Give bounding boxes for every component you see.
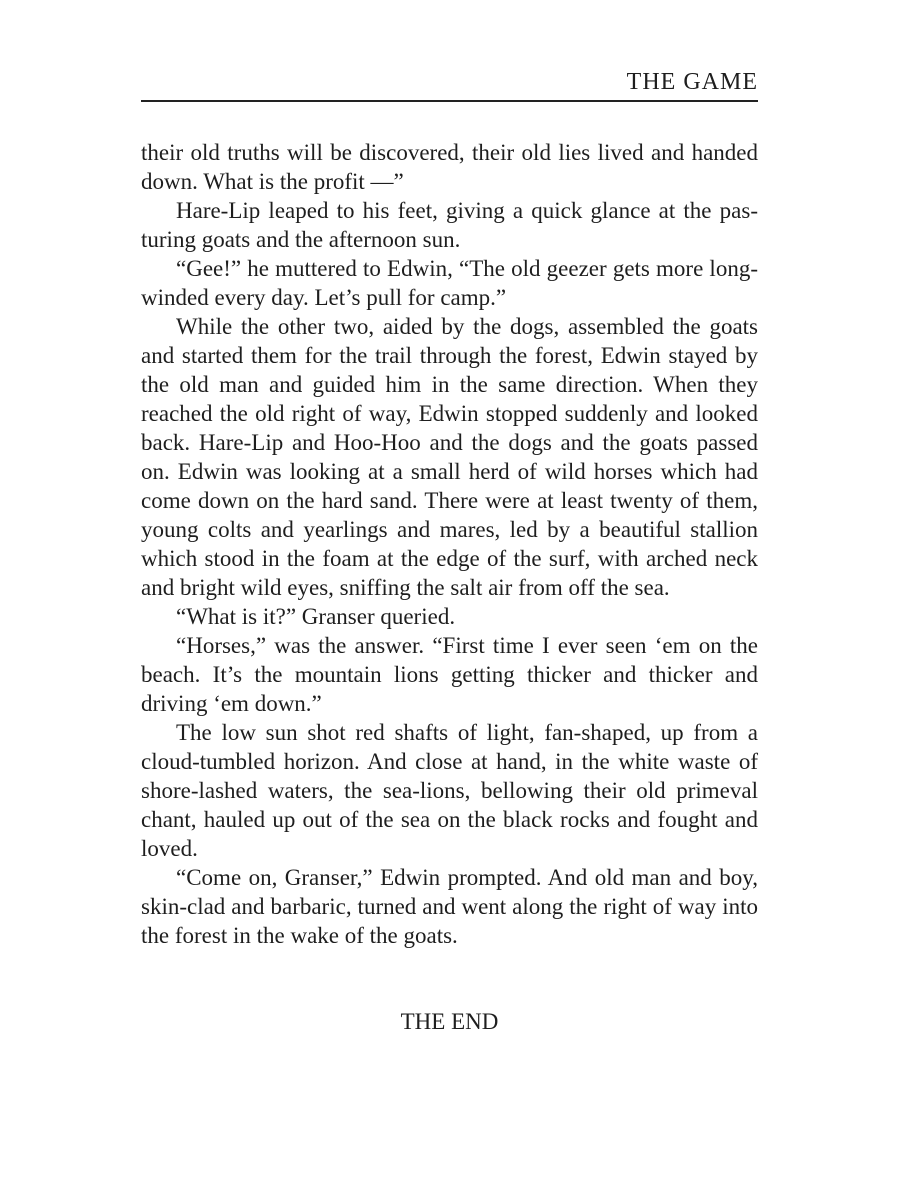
body-text — [141, 138, 758, 950]
paragraph-3: “Gee!” he muttered to Edwin, “The old geezer gets more long-winded every day. Let’s pull for camp.” — [141, 256, 758, 310]
paragraph-6: “Horses,” was the answer. “First time I ever seen ‘em on the beach. It’s the mountain lions getting thicker and thicker and driving ‘em down.” — [141, 633, 758, 716]
paragraph-8: “Come on, Granser,” Edwin prompted. And old man and boy, skin-clad and barbaric, turned and went along the right of way into the forest in the wake of the goats. — [141, 865, 758, 948]
paragraph-1: their old truths will be discovered, their old lies lived and handed down. What is the profit —” — [141, 140, 758, 194]
paragraph-5: “What is it?” Granser queried. — [176, 604, 456, 629]
running-head: THE GAME — [626, 69, 758, 95]
the-end: THE END — [400, 1009, 499, 1034]
header-rule — [141, 100, 758, 102]
paragraph-7: The low sun shot red shafts of light, fan-shaped, up from a cloud-tumbled horizon. And close at hand, in the white waste of shore-lashed waters, the sea-lions, bellowing their old primeval chant, hauled up out of the sea on the black rocks and fought and loved. — [141, 720, 758, 861]
paragraph-4: While the other two, aided by the dogs, assembled the goats and started them for the trail through the forest, Edwin stayed by the old man and guided him in the same direction. When they reached the old right of way, Edwin stopped suddenly and looked back. Hare-Lip and Hoo-Hoo and the dogs and the goats passed on. Edwin was looking at a small herd of wild horses which had come down on the hard sand. There were at least twenty of them, young colts and yearlings and mares, led by a beautiful stallion which stood in the foam at the edge of the surf, with arched neck and bright wild eyes, sniffing the salt air from off the sea. — [141, 314, 758, 600]
paragraph-2: Hare-Lip leaped to his feet, giving a quick glance at the pasturing goats and the afternoon sun. — [141, 198, 758, 252]
